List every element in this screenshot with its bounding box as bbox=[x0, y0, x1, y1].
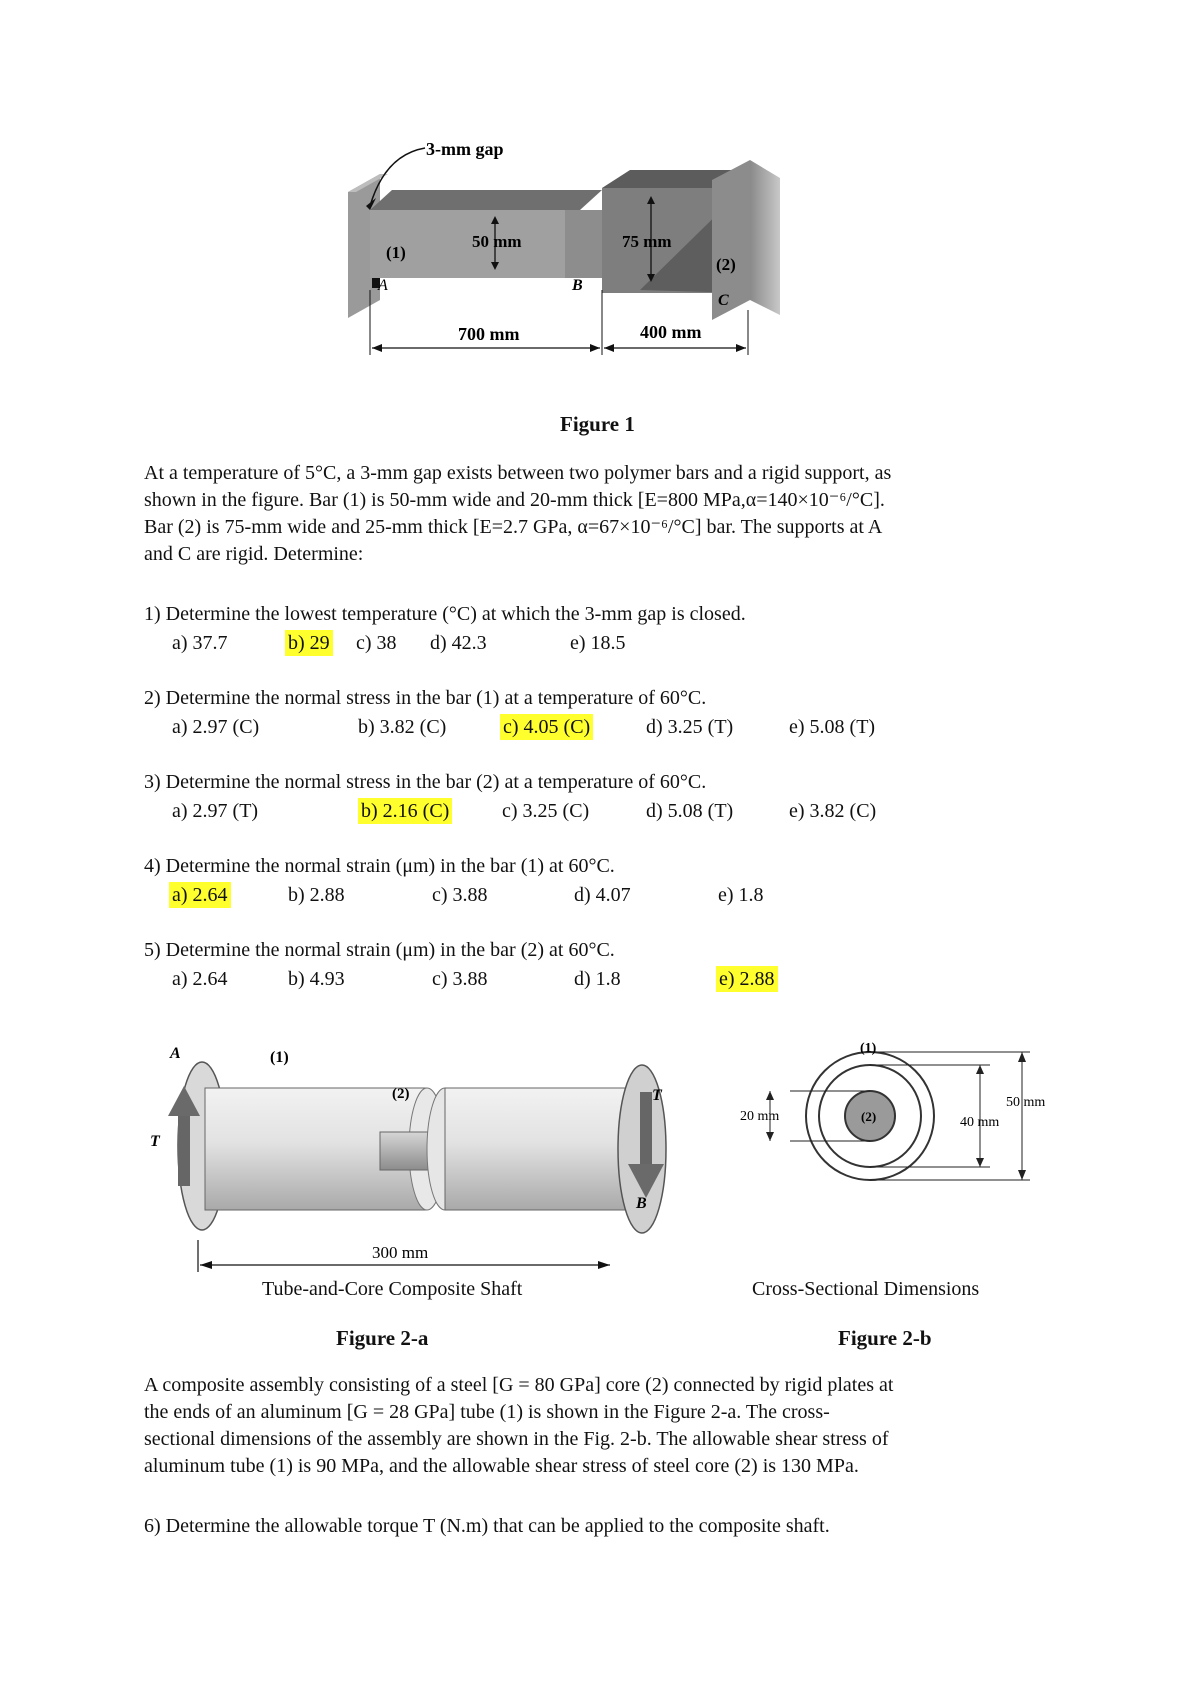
point-a-label-2a: A bbox=[170, 1045, 181, 1062]
point-a-label: A bbox=[378, 277, 388, 294]
problem-1-text bbox=[144, 460, 1084, 568]
problem-2-line: aluminum tube (1) is 90 MPa, and the allowable shear stress of steel core (2) is 130 MPa. bbox=[144, 1455, 859, 1477]
figure-2a-caption: Figure 2-a bbox=[336, 1326, 429, 1350]
figure-2b-subtitle: Cross-Sectional Dimensions bbox=[752, 1278, 980, 1300]
tube-label-2a: (1) bbox=[270, 1049, 289, 1066]
width-1-label: 50 mm bbox=[472, 232, 522, 251]
problem-1-line: and C are rigid. Determine: bbox=[144, 543, 364, 565]
q1-option-d: d) 42.3 bbox=[430, 632, 487, 654]
question-5-text: 5) Determine the normal strain (μm) in the bar (2) at 60°C. bbox=[144, 939, 615, 961]
core-label-2a: (2) bbox=[392, 1086, 410, 1102]
question-2 bbox=[144, 684, 1044, 768]
q2-option-a: a) 2.97 (C) bbox=[172, 716, 260, 738]
question-2-text: 2) Determine the normal stress in the bar (1) at a temperature of 60°C. bbox=[144, 687, 707, 709]
inner-diameter-label: 40 mm bbox=[960, 1115, 1000, 1130]
figure-2a-subtitle: Tube-and-Core Composite Shaft bbox=[262, 1278, 523, 1300]
problem-2-line: the ends of an aluminum [G = 28 GPa] tube (1) is shown in the Figure 2-a. The cross- bbox=[144, 1401, 830, 1423]
core-diameter-label: 20 mm bbox=[740, 1109, 780, 1124]
figure-2b-diagram bbox=[730, 1040, 1070, 1200]
q4-option-a: a) 2.64 bbox=[169, 882, 231, 908]
q2-option-c: c) 4.05 (C) bbox=[500, 714, 593, 740]
q4-option-e: e) 1.8 bbox=[718, 884, 764, 906]
q3-option-c: c) 3.25 (C) bbox=[502, 800, 590, 822]
point-b-label: B bbox=[572, 277, 583, 294]
question-1-text: 1) Determine the lowest temperature (°C) at which the 3-mm gap is closed. bbox=[144, 603, 746, 625]
question-3 bbox=[144, 768, 1044, 852]
question-5 bbox=[144, 936, 1044, 1020]
torque-right-label: T bbox=[652, 1087, 662, 1104]
gap-label: 3-mm gap bbox=[426, 140, 504, 159]
q4-option-d: d) 4.07 bbox=[574, 884, 631, 906]
problem-2-line: A composite assembly consisting of a steel [G = 80 GPa] core (2) connected by rigid plates at bbox=[144, 1374, 894, 1396]
length-1-label: 700 mm bbox=[458, 324, 520, 344]
length-label-2a: 300 mm bbox=[372, 1243, 429, 1262]
problem-1-line: Bar (2) is 75-mm wide and 25-mm thick [E=2.7 GPa, α=67×10⁻⁶/°C] bar. The supports at A bbox=[144, 516, 883, 538]
q1-option-c: c) 38 bbox=[356, 632, 397, 654]
bar-1-label: (1) bbox=[386, 243, 406, 262]
q5-option-e: e) 2.88 bbox=[716, 966, 778, 992]
problem-1-line: shown in the figure. Bar (1) is 50-mm wide and 20-mm thick [E=800 MPa,α=140×10⁻⁶/°C]. bbox=[144, 489, 885, 511]
question-4 bbox=[144, 852, 1044, 936]
bar-2-label: (2) bbox=[716, 255, 736, 274]
q5-option-b: b) 4.93 bbox=[288, 968, 345, 990]
q4-option-c: c) 3.88 bbox=[432, 884, 488, 906]
bar-1 bbox=[370, 190, 602, 210]
q1-option-e: e) 18.5 bbox=[570, 632, 626, 654]
problem-1-line: At a temperature of 5°C, a 3-mm gap exists between two polymer bars and a rigid support, as bbox=[144, 462, 892, 484]
outer-diameter-label: 50 mm bbox=[1006, 1095, 1046, 1110]
problem-2-text bbox=[144, 1372, 1084, 1480]
q5-option-c: c) 3.88 bbox=[432, 968, 488, 990]
q4-option-b: b) 2.88 bbox=[288, 884, 345, 906]
q3-option-d: d) 5.08 (T) bbox=[646, 800, 734, 822]
q2-option-d: d) 3.25 (T) bbox=[646, 716, 734, 738]
question-4-text: 4) Determine the normal strain (μm) in the bar (1) at 60°C. bbox=[144, 855, 615, 877]
problem-2-line: sectional dimensions of the assembly are shown in the Fig. 2-b. The allowable shear stress of bbox=[144, 1428, 889, 1450]
width-2-label: 75 mm bbox=[622, 232, 672, 251]
point-b-label-2a: B bbox=[636, 1195, 647, 1212]
q1-option-b: b) 29 bbox=[285, 630, 333, 656]
question-3-text: 3) Determine the normal stress in the bar (2) at a temperature of 60°C. bbox=[144, 771, 707, 793]
figure-2b-caption: Figure 2-b bbox=[838, 1326, 932, 1350]
q3-option-a: a) 2.97 (T) bbox=[172, 800, 259, 822]
q1-option-a: a) 37.7 bbox=[172, 632, 228, 654]
q3-option-b: b) 2.16 (C) bbox=[358, 798, 452, 824]
core-label-2b: (2) bbox=[861, 1109, 877, 1124]
tube-right bbox=[445, 1088, 643, 1210]
q3-option-e: e) 3.82 (C) bbox=[789, 800, 877, 822]
figure-1-diagram bbox=[340, 140, 840, 390]
torque-left-label: T bbox=[150, 1133, 160, 1150]
q2-option-e: e) 5.08 (T) bbox=[789, 716, 876, 738]
figure-2a-diagram bbox=[140, 1040, 700, 1310]
q5-option-d: d) 1.8 bbox=[574, 968, 621, 990]
length-2-label: 400 mm bbox=[640, 322, 702, 342]
question-6-text: 6) Determine the allowable torque T (N.m) that can be applied to the composite shaft. bbox=[144, 1515, 830, 1537]
figure-1-caption: Figure 1 bbox=[560, 412, 635, 436]
q2-option-b: b) 3.82 (C) bbox=[358, 716, 447, 738]
point-c-label: C bbox=[718, 292, 729, 309]
question-1 bbox=[144, 600, 1044, 684]
tube-label-2b: (1) bbox=[860, 1041, 877, 1056]
q5-option-a: a) 2.64 bbox=[172, 968, 228, 990]
